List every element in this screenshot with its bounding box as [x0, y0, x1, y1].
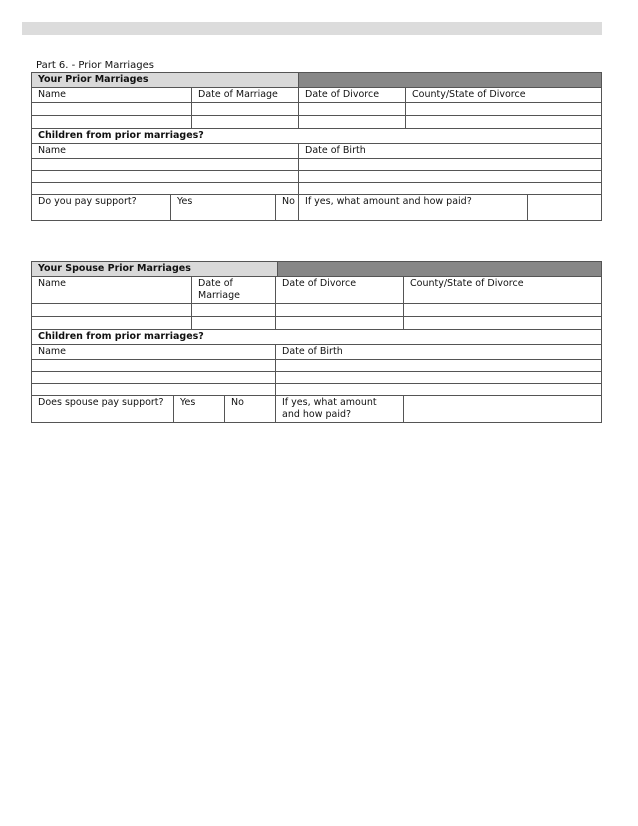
child-dob-field[interactable]: [299, 171, 602, 183]
children-col-header-name: Name: [32, 144, 299, 159]
child-name-field[interactable]: [32, 159, 299, 171]
child-dob-field[interactable]: [299, 183, 602, 195]
child-dob-field[interactable]: [299, 159, 602, 171]
marriage-name-field[interactable]: [32, 116, 192, 129]
divorce-date-field[interactable]: [276, 304, 404, 317]
support-question: Does spouse pay support?: [32, 396, 174, 423]
col-header-name: Name: [32, 277, 192, 304]
support-amount-label: If yes, what amount and how paid?: [276, 396, 404, 423]
marriage-name-field[interactable]: [32, 317, 192, 330]
child-name-field[interactable]: [32, 183, 299, 195]
support-yes-option[interactable]: Yes: [174, 396, 225, 423]
col-header-date-of-marriage: Date of Marriage: [192, 88, 299, 103]
children-col-header-dob: Date of Birth: [276, 345, 602, 360]
divorce-county-state-field[interactable]: [404, 304, 602, 317]
section-header-fill: [278, 262, 602, 277]
children-col-header-name: Name: [32, 345, 276, 360]
marriage-date-field[interactable]: [192, 116, 299, 129]
children-col-header-dob: Date of Birth: [299, 144, 602, 159]
support-yes-option[interactable]: Yes: [171, 195, 276, 221]
divorce-date-field[interactable]: [299, 103, 406, 116]
child-name-field[interactable]: [32, 384, 276, 396]
marriage-date-field[interactable]: [192, 317, 276, 330]
divorce-county-state-field[interactable]: [406, 103, 602, 116]
col-header-date-of-marriage: Date of Marriage: [192, 277, 276, 304]
support-amount-field[interactable]: [404, 396, 602, 423]
support-question: Do you pay support?: [32, 195, 171, 221]
divorce-county-state-field[interactable]: [404, 317, 602, 330]
child-name-field[interactable]: [32, 171, 299, 183]
support-no-option[interactable]: No: [225, 396, 276, 423]
marriage-name-field[interactable]: [32, 304, 192, 317]
marriage-date-field[interactable]: [192, 103, 299, 116]
col-header-date-of-divorce: Date of Divorce: [299, 88, 406, 103]
part-title: Part 6. - Prior Marriages: [36, 60, 154, 71]
section-header-fill: [299, 73, 602, 88]
top-banner-bar: [22, 22, 602, 35]
child-name-field[interactable]: [32, 372, 276, 384]
col-header-date-of-divorce: Date of Divorce: [276, 277, 404, 304]
spouse-prior-marriages-table: [31, 261, 602, 423]
prior-marriages-table: [31, 72, 602, 221]
divorce-date-field[interactable]: [299, 116, 406, 129]
support-no-option[interactable]: No: [276, 195, 299, 221]
child-dob-field[interactable]: [276, 360, 602, 372]
child-name-field[interactable]: [32, 360, 276, 372]
support-amount-field[interactable]: [528, 195, 602, 221]
divorce-county-state-field[interactable]: [406, 116, 602, 129]
section-header: Your Prior Marriages: [32, 73, 299, 88]
children-header: Children from prior marriages?: [32, 330, 602, 345]
children-header: Children from prior marriages?: [32, 129, 602, 144]
support-amount-label: If yes, what amount and how paid?: [299, 195, 528, 221]
marriage-name-field[interactable]: [32, 103, 192, 116]
col-header-name: Name: [32, 88, 192, 103]
section-header: Your Spouse Prior Marriages: [32, 262, 278, 277]
child-dob-field[interactable]: [276, 372, 602, 384]
marriage-date-field[interactable]: [192, 304, 276, 317]
divorce-date-field[interactable]: [276, 317, 404, 330]
child-dob-field[interactable]: [276, 384, 602, 396]
col-header-county-state: County/State of Divorce: [404, 277, 602, 304]
col-header-county-state: County/State of Divorce: [406, 88, 602, 103]
